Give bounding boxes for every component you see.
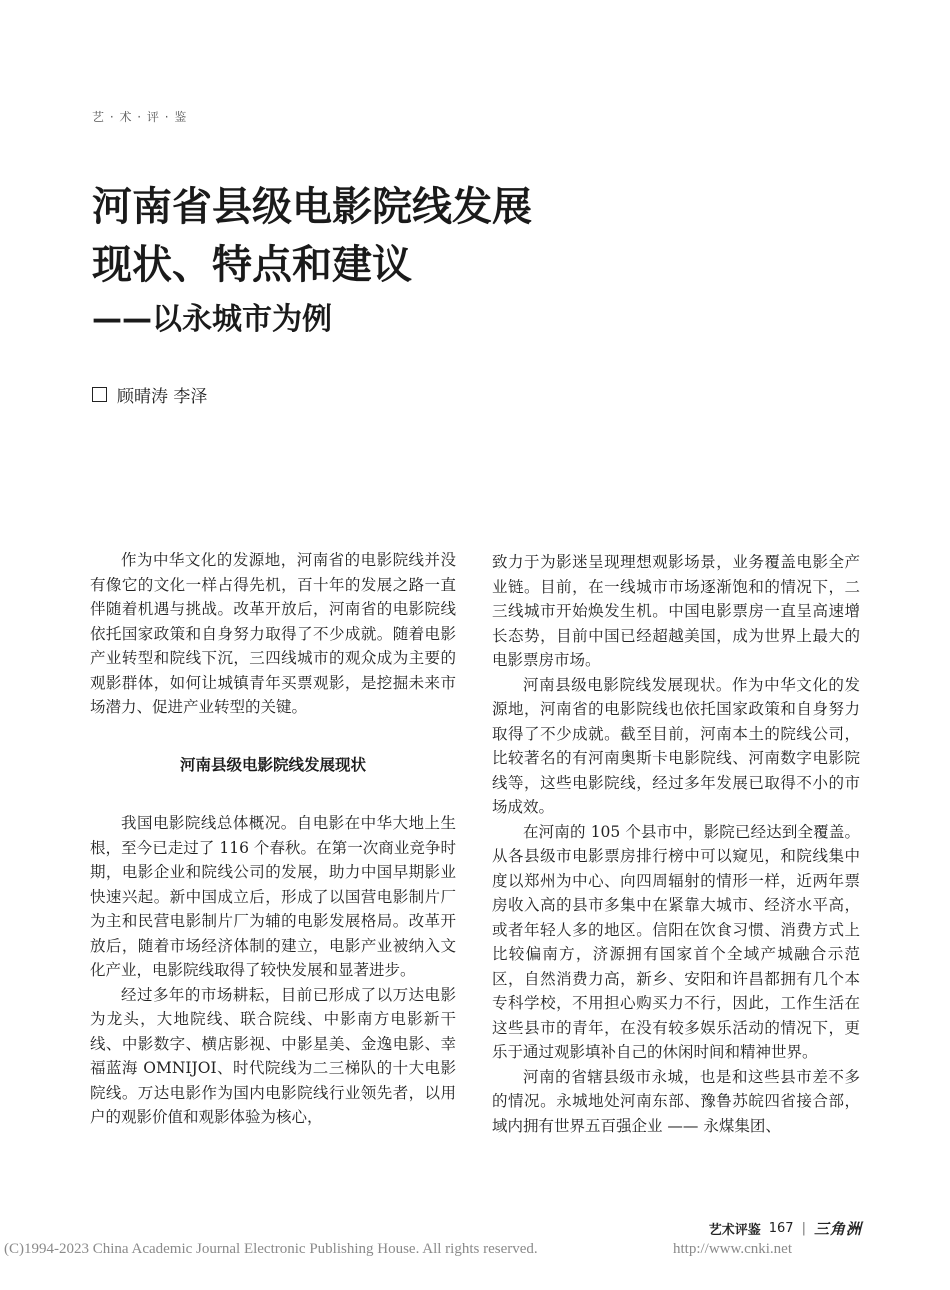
body-paragraph: 在河南的 105 个县市中，影院已经达到全覆盖。从各县级市电影票房排行榜中可以窥见，和院线集中度以郑州为中心、向四周辐射的情形一样，近两年票房收入高的县市多集中在紧靠大城市、经济水平高，或者年轻人多的地区。信阳在饮食习惯、消费方式上比较偏南方，济源拥有国家首个全域产城融合示范区，自然消费力高，新乡、安阳和许昌都拥有几个本专科学校，不用担心购买力不行，因此，工作生活在这些县市的青年，在没有较多娱乐活动的情况下，更乐于通过观影填补自己的休闲时间和精神世界。	[492, 822, 860, 1061]
body-paragraph: 河南县级电影院线发展现状。作为中华文化的发源地，河南省的电影院线也依托国家政策和自身努力取得了不少成就。截至目前，河南本土的院线公司，比较著名的有河南奥斯卡电影院线、河南数字电影院线等，这些电影院线，经过多年发展已取得不小的市场成效。	[492, 675, 860, 816]
page-footer	[709, 1218, 862, 1239]
title-line-1: 河南省县级电影院线发展	[92, 184, 532, 230]
square-bullet-icon	[92, 387, 107, 402]
section-heading: 河南县级电影院线发展现状	[179, 755, 366, 774]
journal-name: 艺术评鉴	[708, 1223, 761, 1238]
article-title	[92, 178, 532, 294]
copyright-text: (C)1994-2023 China Academic Journal Electronic Publishing House. All rights reserved.	[4, 1241, 538, 1257]
article-subtitle: ——以永城市为例	[92, 302, 332, 337]
column-label: 艺 · 术 · 评 · 鉴	[92, 110, 188, 124]
left-column	[90, 548, 456, 1130]
cnki-url[interactable]: http://www.cnki.net	[672, 1241, 792, 1257]
intro-paragraph: 作为中华文化的发源地，河南省的电影院线并没有像它的文化一样占得先机，百十年的发展之路一直伴随着机遇与挑战。改革开放后，河南省的电影院线依托国家政策和自身努力取得了不少成就。随着电影产业转型和院线下沉，三四线城市的观众成为主要的观影群体，如何让城镇青年买票观影，是挖掘未来市场潜力、促进产业转型的关键。	[90, 551, 456, 716]
footer-separator: |	[801, 1221, 806, 1236]
right-column	[492, 550, 860, 1138]
copyright-line	[0, 1241, 950, 1258]
author-names: 顾晴涛 李泽	[117, 387, 208, 407]
body-paragraph: 河南的省辖县级市永城，也是和这些县市差不多的情况。永城地处河南东部、豫鲁苏皖四省接合部，域内拥有世界五百强企业 —— 永煤集团、	[492, 1067, 860, 1135]
body-paragraph: 我国电影院线总体概况。自电影在中华大地上生根，至今已走过了 116 个春秋。在第一次商业竞争时期，电影企业和院线公司的发展，助力中国早期影业快速兴起。新中国成立后，形成了以国营电影制片厂为主和民营电影制片厂为辅的电影发展格局。改革开放后，随着市场经济体制的建立，电影产业被纳入文化产业，电影院线取得了较快发展和显著进步。	[90, 814, 456, 979]
body-paragraph: 经过多年的市场耕耘，目前已形成了以万达电影为龙头，大地院线、联合院线、中影南方电影新干线、中影数字、横店影视、中影星美、金逸电影、幸福蓝海 OMNIJOI、时代院线为二三梯队的十大电影院线。万达电影作为国内电影院线行业领先者，以用户的观影价值和观影体验为核心，	[90, 985, 456, 1126]
page-number: 167	[768, 1221, 794, 1236]
continued-paragraph: 致力于为影迷呈现理想观影场景，业务覆盖电影全产业链。目前，在一线城市市场逐渐饱和的情况下，二三线城市开始焕发生机。中国电影票房一直呈高速增长态势，目前中国已经超越美国，成为世界上最大的电影票房市场。	[492, 553, 860, 669]
publisher-logo: 三角洲	[813, 1220, 862, 1238]
author-line	[92, 382, 207, 407]
title-line-2: 现状、特点和建议	[92, 242, 412, 288]
